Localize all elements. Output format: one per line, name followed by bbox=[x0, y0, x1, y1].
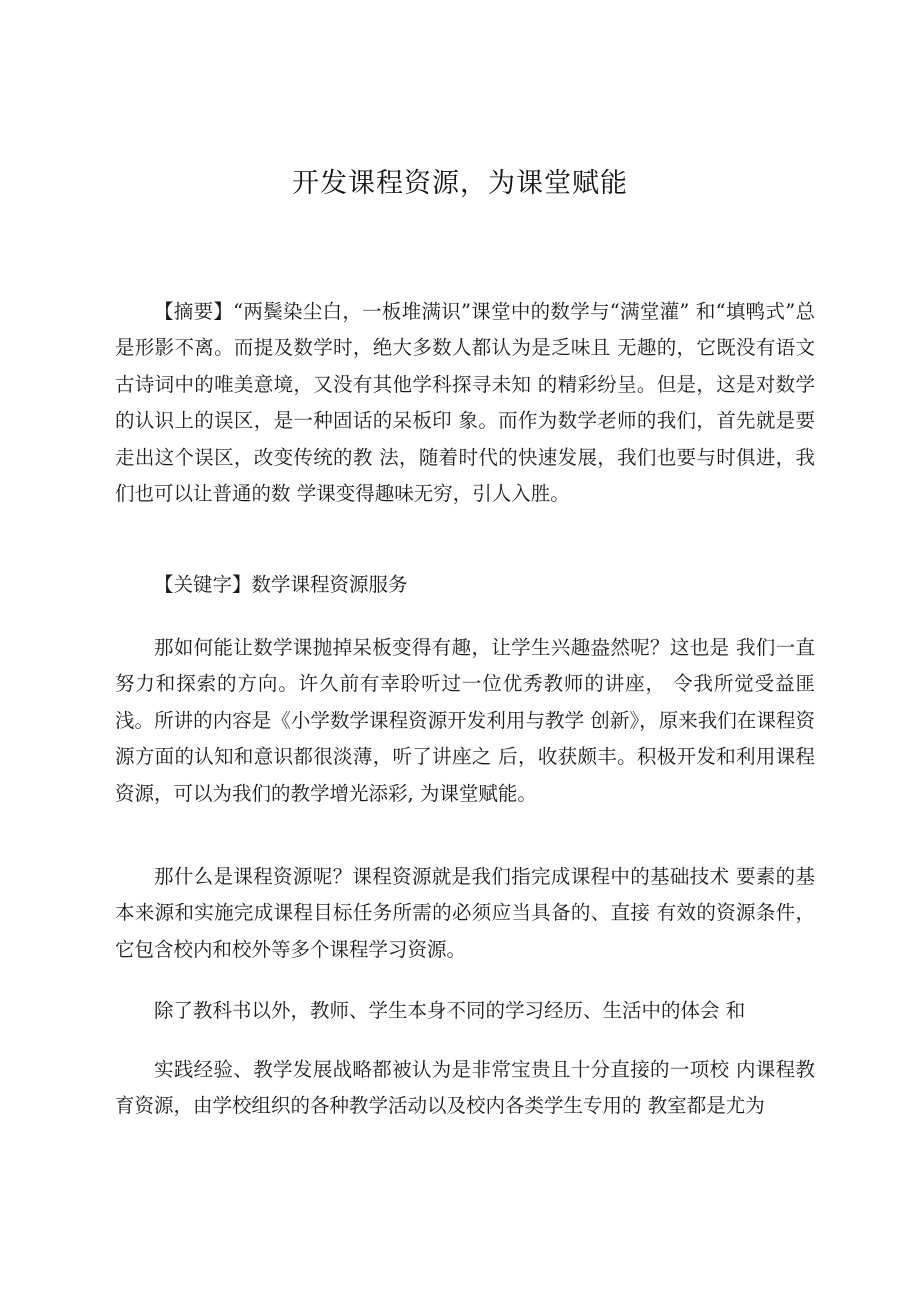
document-title: 开发课程资源，为课堂赋能 bbox=[292, 168, 628, 199]
abstract-paragraph: 【摘要】“两鬓染尘白，一板堆满识”课堂中的数学与“满堂灌” 和“填鸭式”总是形影不离。而提及数学时，绝大多数人都认为是乏味且 无趣的，它既没有语文古诗词中的唯美意境，又没有其他学科探寻未知 的精彩纷呈。但是，这是对数学的认识上的误区，是一种固话的呆板印 象。而作为数学老师的我们，首先就是要走出这个误区，改变传统的教 法，随着时代的快速发展，我们也要与时俱进，我们也可以让普通的数 学课变得趣味无穷，引人入胜。 bbox=[115, 300, 815, 506]
keywords-paragraph: 【关键字】数学课程资源服务 bbox=[154, 573, 408, 596]
body-paragraph-1: 那如何能让数学课抛掉呆板变得有趣，让学生兴趣盎然呢？这也是 我们一直努力和探索的方向。许久前有幸聆听过一位优秀教师的讲座， 令我所觉受益匪浅。所讲的内容是《小学数学课程资源开发利用与教学 创新》，原来我们在课程资源方面的认知和意识都很淡薄，听了讲座之 后，收获颇丰。积极开发和利用课程资源，可以为我们的教学增光添彩, 为课堂赋能。 bbox=[115, 636, 815, 805]
body-paragraph-2: 那什么是课程资源呢？课程资源就是我们指完成课程中的基础技术 要素的基本来源和实施完成课程目标任务所需的必须应当具备的、直接 有效的资源条件，它包含校内和校外等多个课程学习资源。 bbox=[115, 865, 815, 961]
body-paragraph-3: 除了教科书以外，教师、学生本身不同的学习经历、生活中的体会 和 bbox=[154, 999, 746, 1022]
body-paragraph-4: 实践经验、教学发展战略都被认为是非常宝贵且十分直接的一项校 内课程教育资源，由学校组织的各种教学活动以及校内各类学生专用的 教室都是尤为 bbox=[115, 1058, 815, 1118]
